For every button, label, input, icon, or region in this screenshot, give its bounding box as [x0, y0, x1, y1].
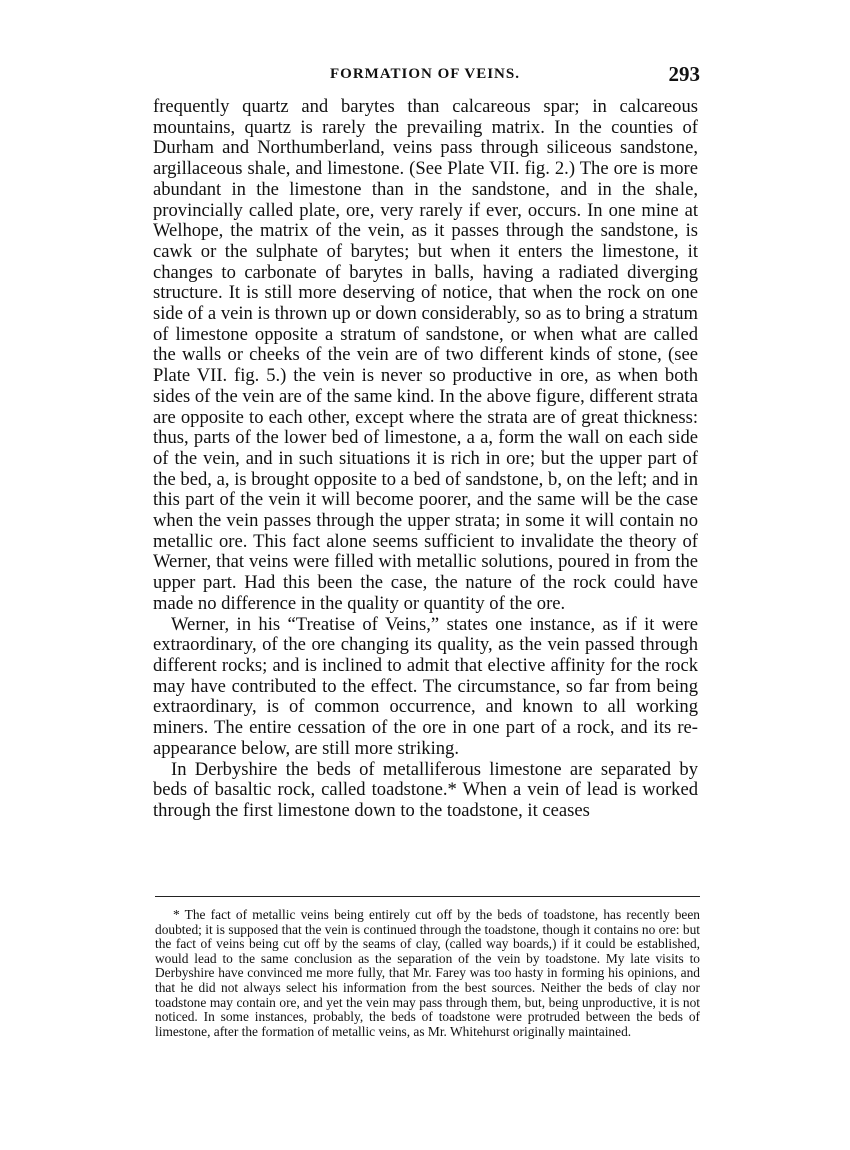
footnote-text: * The fact of metallic veins being entirely cut off by the beds of toadstone, has recently been doubted; it is supposed that the vein is continued through the toadstone, though it contains no ore: but the fact of veins being cut off by the seams of clay, (called way boards,) if it could be established, would lead to the same conclusion as the separation of the vein by toadstone. My late visits to Derbyshire have convinced me more fully, that Mr. Farey was too hasty in forming his opinions, and that he did not always select his information from the best sources. Neither the beds of clay nor toadstone may contain ore, and yet the vein may pass through them, but, being unproductive, it is not noticed. In some instances, probably, the beds of toadstone were protruded between the beds of limestone, after the formation of metallic veins, as Mr. Whitehurst originally maintained. — [155, 907, 700, 1039]
footnote-divider — [155, 896, 700, 897]
running-title: FORMATION OF VEINS. — [330, 66, 520, 82]
main-text — [153, 97, 698, 822]
paragraph: In Derbyshire the beds of metalliferous limestone are separated by beds of basaltic rock, called toadstone.* When a vein of lead is worked through the first limestone down to the toadstone, it ceases — [153, 758, 698, 821]
paragraph: frequently quartz and barytes than calcareous spar; in calcareous mountains, quartz is rarely the prevailing matrix. In the counties of Durham and Northumberland, veins pass through siliceous sandstone, argillaceous shale, and limestone. (See Plate VII. fig. 2.) The ore is more abundant in the limestone than in the sandstone, and in the shale, provincially called plate, ore, very rarely if ever, occurs. In one mine at Welhope, the matrix of the vein, as it passes through the sandstone, is cawk or the sulphate of barytes; but when it enters the limestone, it changes to carbonate of barytes in balls, having a radiated diverging structure. It is still more deserving of notice, that when the rock on one side of a vein is thrown up or down considerably, so as to bring a stratum of limestone opposite a stratum of sandstone, or when what are called the walls or cheeks of the vein are of two different kinds of stone, (see Plate VII. fig. 5.) the vein is never so productive in ore, as when both sides of the vein are of the same kind. In the above figure, different strata are opposite to each other, except where the strata are of great thickness: thus, parts of the lower bed of limestone, a a, form the wall on each side of the vein, and in such situations it is rich in ore; but the upper part of the bed, a, is brought opposite to a bed of sandstone, b, on the left; and in this part of the vein it will become poorer, and the same will be the case when the vein passes through the upper strata; in some it will contain no metallic ore. This fact alone seems sufficient to invalidate the theory of Werner, that veins were filled with metallic solutions, poured in from the upper part. Had this been the case, the nature of the rock could have made no difference in the quality or quantity of the ore. — [153, 96, 698, 614]
footnote — [155, 908, 700, 1039]
page-number: 293 — [668, 62, 700, 86]
page-header — [150, 62, 700, 88]
paragraph: Werner, in his “Treatise of Veins,” states one instance, as if it were extraordinary, of the ore changing its quality, as the vein passed through different rocks; and is inclined to admit that elective affinity for the rock may have contributed to the effect. The circumstance, so far from being extraordinary, is of common occurrence, and known to all working miners. The entire cessation of the ore in one part of a rock, and its re-appearance below, are still more striking. — [153, 613, 698, 759]
